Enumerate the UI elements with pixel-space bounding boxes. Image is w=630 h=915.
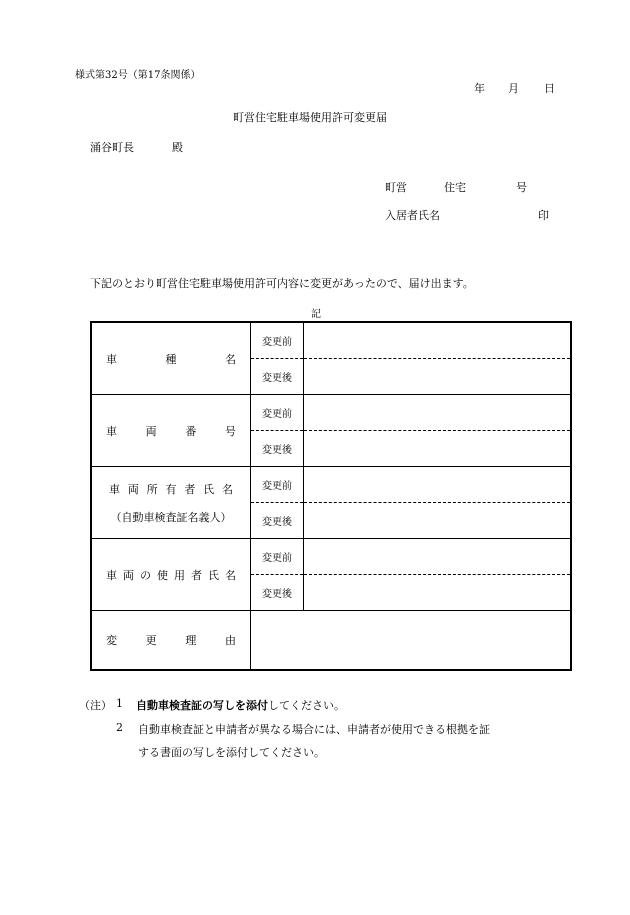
before-label: 変更前 — [251, 322, 304, 359]
note-2-line-2: する書面の写しを添付してください。 — [138, 746, 325, 759]
note-1 — [136, 697, 345, 713]
addressee: 涌谷町長 — [90, 141, 134, 154]
ki-mark: 記 — [311, 309, 321, 320]
reason-field[interactable] — [251, 611, 572, 671]
housing-mid: 住宅 — [444, 181, 466, 194]
after-label: 変更後 — [251, 575, 304, 611]
note-1-rest: してください。 — [268, 699, 345, 712]
change-table — [90, 321, 572, 671]
date-year: 年 — [474, 82, 485, 95]
form-number: 様式第32号（第17条関係） — [75, 70, 201, 81]
owner-name-before-field[interactable] — [304, 467, 572, 503]
resident-name-label: 入居者氏名 — [385, 209, 440, 222]
vehicle-type-after-field[interactable] — [304, 359, 572, 395]
row-reason-label: 変 更 理 由 — [91, 611, 251, 671]
after-label: 変更後 — [251, 359, 304, 395]
seal-mark: 印 — [538, 209, 549, 222]
note-2-number: 2 — [116, 721, 123, 734]
vehicle-number-before-field[interactable] — [304, 395, 572, 431]
row-user-name-label: 車 両 の 使 用 者 氏 名 — [91, 539, 251, 611]
after-label: 変更後 — [251, 431, 304, 467]
owner-name-sub: （自動車検査証名義人） — [110, 510, 232, 524]
before-label: 変更前 — [251, 467, 304, 503]
user-name-before-field[interactable] — [304, 539, 572, 575]
owner-name-after-field[interactable] — [304, 503, 572, 539]
vehicle-type-before-field[interactable] — [304, 322, 572, 359]
note-2-line-1: 自動車検査証と申請者が異なる場合には、申請者が使用できる根拠を証 — [138, 723, 490, 736]
row-owner-name-label: 車 両 所 有 者 氏 名 （自動車検査証名義人） — [91, 467, 251, 539]
note-1-bold: 自動車検査証の写しを添付 — [136, 699, 268, 712]
user-name-after-field[interactable] — [304, 575, 572, 611]
housing-suffix: 号 — [516, 181, 527, 194]
before-label: 変更前 — [251, 539, 304, 575]
note-1-number: 1 — [116, 697, 123, 710]
row-vehicle-type-label: 車 種 名 — [91, 322, 251, 395]
honorific: 殿 — [172, 141, 183, 154]
row-vehicle-number-label: 車 両 番 号 — [91, 395, 251, 467]
date-day: 日 — [544, 82, 555, 95]
vehicle-number-after-field[interactable] — [304, 431, 572, 467]
note-prefix: （注） — [79, 699, 112, 712]
housing-prefix: 町営 — [385, 181, 407, 194]
before-label: 変更前 — [251, 395, 304, 431]
statement: 下記のとおり町営住宅駐車場使用許可内容に変更があったので、届け出ます。 — [90, 277, 474, 290]
date-month: 月 — [508, 82, 519, 95]
after-label: 変更後 — [251, 503, 304, 539]
document-title: 町営住宅駐車場使用許可変更届 — [233, 111, 387, 124]
